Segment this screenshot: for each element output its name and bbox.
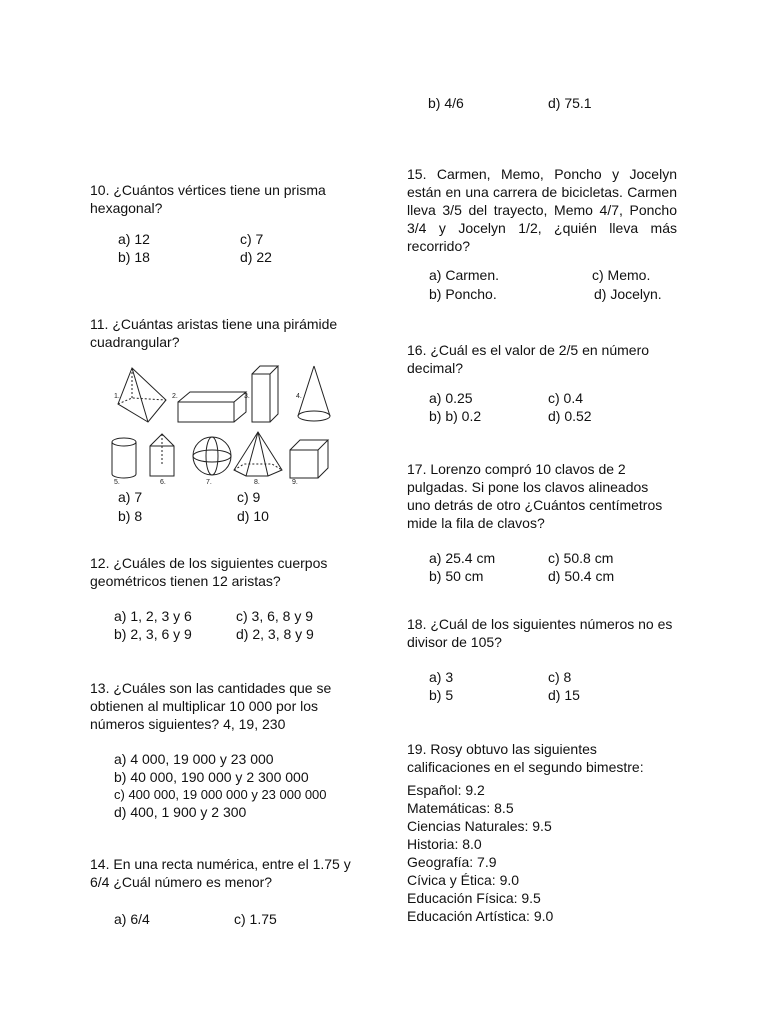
q10-option-b: b) 18 (118, 249, 150, 265)
q18-option-d: d) 15 (548, 687, 580, 703)
figure-label-9: 9. (292, 479, 298, 486)
question-10-text: 10. ¿Cuántos vértices tiene un prisma hexagonal? (90, 182, 326, 216)
q17-option-a: a) 25.4 cm (429, 550, 496, 566)
q12-option-a: a) 1, 2, 3 y 6 (114, 608, 192, 624)
q11-option-a: a) 7 (118, 489, 143, 505)
q10-option-c: c) 7 (240, 231, 264, 247)
question-12-text: 12. ¿Cuáles de los siguientes cuerpos geométricos tienen 12 aristas? (90, 555, 328, 589)
question-17-text: 17. Lorenzo compró 10 clavos de 2 pulgadas. Si pone los clavos alineados uno detrás de otro ¿Cuántos centímetros mide la fila de clavos? (407, 461, 663, 531)
figure-label-1: 1. (114, 393, 120, 400)
q18-option-c: c) 8 (548, 669, 572, 685)
q18-option-b: b) 5 (429, 687, 454, 703)
q13-option-d: d) 400, 1 900 y 2 300 (114, 804, 247, 820)
question-13-text: 13. ¿Cuáles son las cantidades que se obtienen al multiplicar 10 000 por los números siguientes? 4, 19, 230 (90, 680, 332, 732)
sphere-icon (193, 437, 231, 475)
q11-option-b: b) 8 (118, 508, 143, 524)
cone-icon (298, 366, 330, 421)
q16-option-d: d) 0.52 (548, 408, 592, 424)
grades-list (407, 781, 553, 925)
q16-option-c: c) 0.4 (548, 390, 584, 406)
figure-label-4: 4. (296, 393, 302, 400)
q15-option-d: d) Jocelyn. (594, 286, 662, 302)
q13-option-c: c) 400 000, 19 000 000 y 23 000 000 (114, 787, 327, 802)
q10-option-a: a) 12 (118, 231, 150, 247)
q10-option-d: d) 22 (240, 249, 272, 265)
grade-item: Historia: 8.0 (407, 836, 482, 852)
q13-option-a: a) 4 000, 19 000 y 23 000 (114, 751, 274, 767)
q16-option-b: b) b) 0.2 (429, 408, 482, 424)
question-15-text: 15. Carmen, Memo, Poncho y Jocelyn están en una carrera de bicicletas. Carmen lleva 3/5 del trayecto, Memo 4/7, Poncho 3/4 y Jocelyn 1/2, ¿quién lleva más recorrido? (407, 166, 677, 254)
option-d: d) 75.1 (548, 95, 592, 111)
geometric-bodies-figure (108, 358, 340, 486)
q13-option-b: b) 40 000, 190 000 y 2 300 000 (114, 769, 309, 785)
question-16-text: 16. ¿Cuál es el valor de 2/5 en número decimal? (407, 342, 650, 376)
q11-option-c: c) 9 (237, 489, 261, 505)
q17-option-d: d) 50.4 cm (548, 568, 615, 584)
triangular-prism-icon (150, 434, 174, 476)
question-18-text: 18. ¿Cuál de los siguientes números no es divisor de 105? (407, 616, 673, 650)
q12-option-d: d) 2, 3, 8 y 9 (236, 626, 314, 642)
q11-option-d: d) 10 (237, 508, 269, 524)
figure-label-3: 3. (244, 393, 250, 400)
question-11-text: 11. ¿Cuántas aristas tiene una pirámide cuadrangular? (90, 316, 338, 350)
q12-option-c: c) 3, 6, 8 y 9 (236, 608, 314, 624)
cube-icon (290, 440, 328, 478)
question-14-text: 14. En una recta numérica, entre el 1.75 y 6/4 ¿Cuál número es menor? (90, 856, 351, 890)
grade-item: Geografía: 7.9 (407, 854, 497, 870)
q14-option-a: a) 6/4 (114, 911, 150, 927)
q17-option-b: b) 50 cm (429, 568, 484, 584)
q15-option-b: b) Poncho. (429, 286, 497, 302)
q14-option-c: c) 1.75 (234, 911, 277, 927)
figure-label-5: 5. (114, 479, 120, 486)
figure-label-7: 7. (206, 479, 212, 486)
grade-item: Ciencias Naturales: 9.5 (407, 818, 552, 834)
tall-prism-icon (252, 366, 278, 422)
q16-option-a: a) 0.25 (429, 390, 473, 406)
rectangular-prism-icon (178, 392, 246, 422)
square-pyramid-icon (118, 368, 166, 422)
q15-option-a: a) Carmen. (429, 267, 500, 283)
grade-item: Educación Artística: 9.0 (407, 908, 554, 924)
grade-item: Matemáticas: 8.5 (407, 800, 514, 816)
hexagonal-pyramid-icon (234, 432, 282, 476)
option-b: b) 4/6 (428, 95, 464, 111)
q18-option-a: a) 3 (429, 669, 454, 685)
question-19-text: 19. Rosy obtuvo las siguientes calificaciones en el segundo bimestre: (407, 741, 644, 775)
figure-label-8: 8. (254, 479, 260, 486)
grade-item: Cívica y Ética: 9.0 (407, 872, 520, 888)
q12-option-b: b) 2, 3, 6 y 9 (114, 626, 192, 642)
figure-label-2: 2. (172, 393, 178, 400)
q15-option-c: c) Memo. (592, 267, 651, 283)
grade-item: Español: 9.2 (407, 782, 485, 798)
cylinder-icon (112, 438, 136, 478)
figure-label-6: 6. (160, 479, 166, 486)
grade-item: Educación Física: 9.5 (407, 890, 541, 906)
q17-option-c: c) 50.8 cm (548, 550, 614, 566)
